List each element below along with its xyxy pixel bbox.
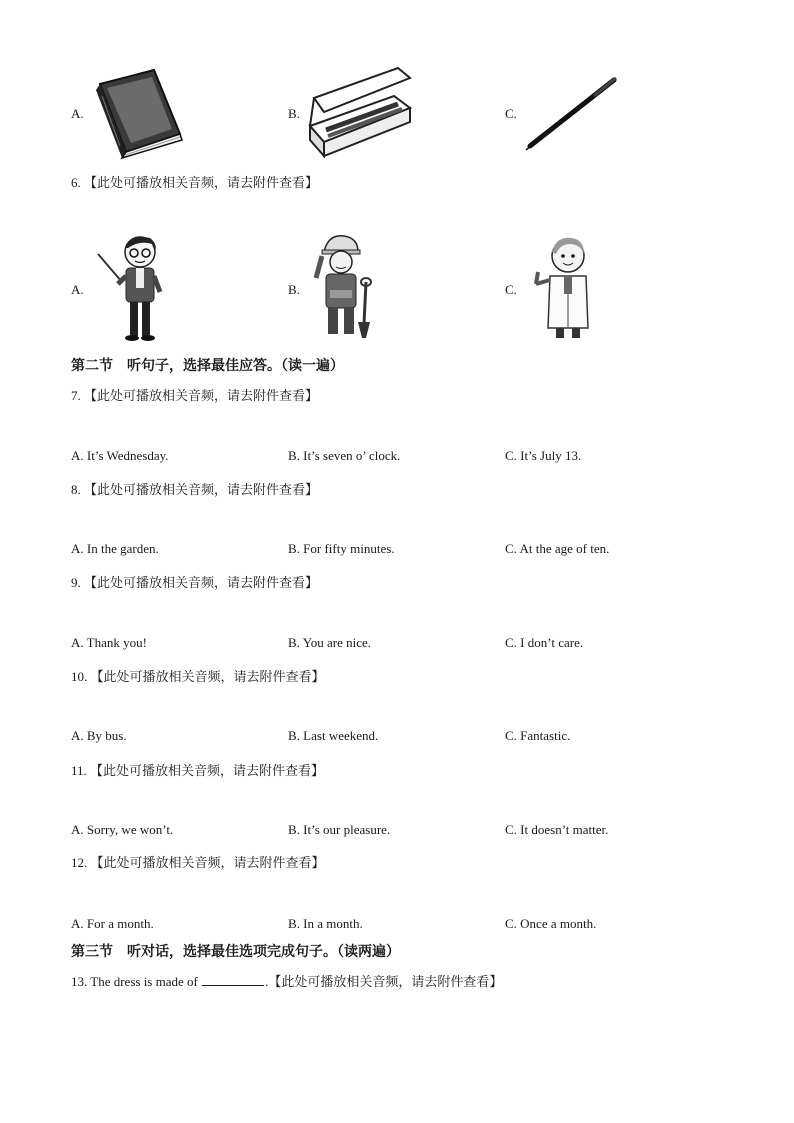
pen-icon (524, 74, 620, 152)
question-13-text-before: 13. The dress is made of (71, 974, 202, 989)
option-b: B. You are nice. (288, 635, 372, 650)
q6-option-a-label: A. (71, 282, 84, 297)
q5-option-a-label: A. (71, 106, 84, 121)
option-a: A. Sorry, we won’t. (71, 822, 174, 837)
question-prompt: 10. 【此处可播放相关音频，请去附件查看】 (71, 669, 325, 684)
question-6-prompt: 6. 【此处可播放相关音频，请去附件查看】 (71, 175, 319, 190)
option-a: A. In the garden. (71, 541, 159, 556)
option-a: A. For a month. (71, 916, 154, 931)
option-c: C. Fantastic. (505, 728, 571, 743)
option-c: C. Once a month. (505, 916, 597, 931)
question-prompt: 9. 【此处可播放相关音频，请去附件查看】 (71, 575, 319, 590)
question-prompt: 11. 【此处可播放相关音频，请去附件查看】 (71, 763, 325, 778)
section-3-heading: 第三节 听对话，选择最佳选项完成句子。（读两遍） (71, 945, 400, 960)
option-c: C. I don’t care. (505, 635, 584, 650)
option-b: B. In a month. (288, 916, 363, 931)
section-2-heading: 第二节 听句子，选择最佳应答。（读一遍） (71, 359, 344, 374)
option-b: B. For fifty minutes. (288, 541, 395, 556)
question-prompt: 7. 【此处可播放相关音频，请去附件查看】 (71, 388, 319, 403)
option-a: A. Thank you! (71, 635, 147, 650)
option-b: B. It’s seven o’ clock. (288, 448, 401, 463)
teacher-icon (92, 232, 172, 344)
question-prompt: 8. 【此处可播放相关音频，请去附件查看】 (71, 482, 319, 497)
option-a: A. By bus. (71, 728, 127, 743)
option-c: C. It doesn’t matter. (505, 822, 609, 837)
option-b: B. It’s our pleasure. (288, 822, 391, 837)
q6-option-b-label: B. (288, 282, 300, 297)
question-13-text-after: .【此处可播放相关音频，请去附件查看】 (265, 974, 503, 989)
answer-blank (202, 974, 264, 986)
option-c: C. At the age of ten. (505, 541, 610, 556)
q5-option-c-label: C. (505, 106, 517, 121)
q5-option-b-label: B. (288, 106, 300, 121)
worker-icon (308, 232, 388, 344)
pencil-case-icon (306, 64, 416, 159)
option-b: B. Last weekend. (288, 728, 379, 743)
question-prompt: 12. 【此处可播放相关音频，请去附件查看】 (71, 855, 325, 870)
doctor-icon (526, 232, 606, 344)
book-icon (92, 66, 187, 161)
question-13 (71, 971, 502, 990)
option-c: C. It’s July 13. (505, 448, 582, 463)
option-a: A. It’s Wednesday. (71, 448, 169, 463)
q6-option-c-label: C. (505, 282, 517, 297)
